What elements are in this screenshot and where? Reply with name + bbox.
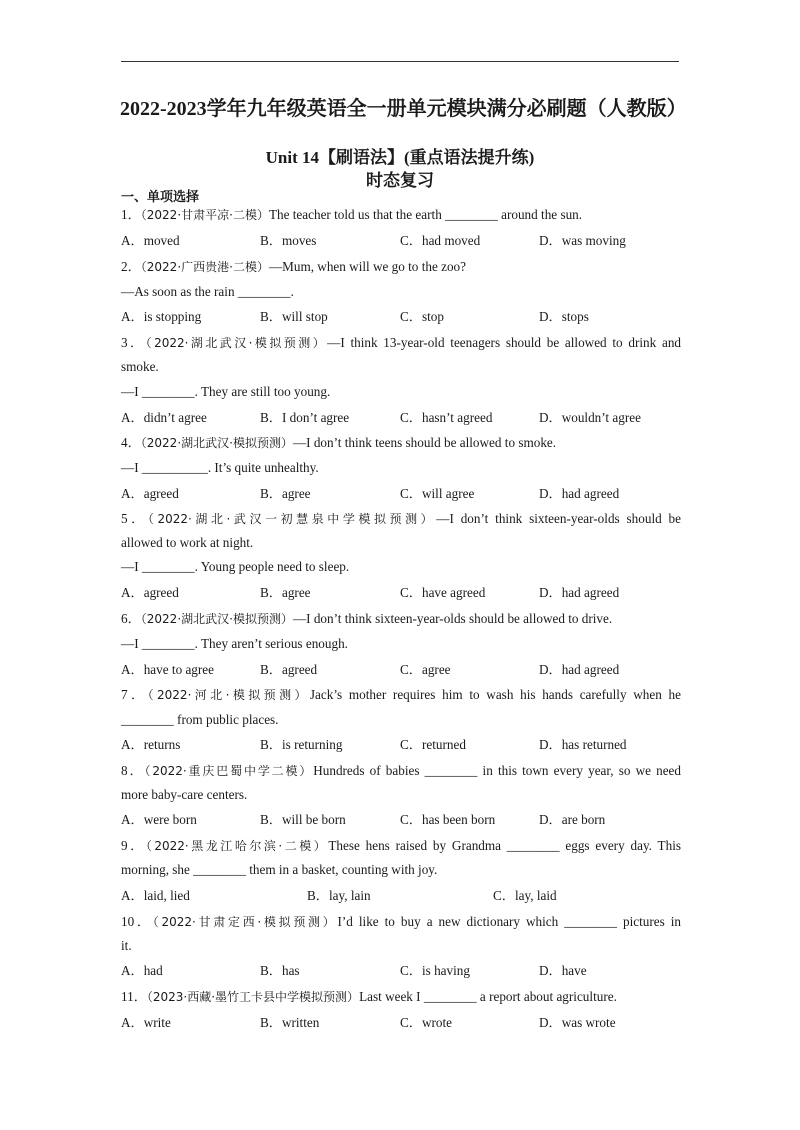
- answer-option[interactable]: D．had agreed: [539, 585, 620, 600]
- question-number: 5．: [121, 511, 148, 526]
- question-line: [121, 283, 681, 301]
- question-source: （2022·甘肃定西·模拟预测）: [152, 915, 338, 929]
- answer-option[interactable]: C．agree: [400, 662, 451, 677]
- option-row: [121, 584, 681, 602]
- answer-option[interactable]: C．stop: [400, 309, 444, 324]
- answer-option[interactable]: A．agreed: [121, 486, 179, 501]
- answer-option[interactable]: D．wouldn’t agree: [539, 410, 641, 425]
- option-row: [121, 308, 681, 326]
- question-source: （2022·湖北武汉·模拟预测）: [140, 436, 293, 450]
- answer-option[interactable]: D．was wrote: [539, 1015, 616, 1030]
- question-source: （2022·黑龙江哈尔滨·二模）: [145, 839, 329, 853]
- question-text: —I ________. They are still too young.: [121, 384, 331, 399]
- question-line: [121, 786, 681, 804]
- answer-option[interactable]: C．has been born: [400, 812, 496, 827]
- answer-option[interactable]: C．wrote: [400, 1015, 453, 1030]
- question-text: —I ________. Young people need to sleep.: [121, 559, 350, 574]
- question-number: 8．: [121, 763, 145, 778]
- answer-option[interactable]: B．agree: [260, 585, 311, 600]
- answer-option[interactable]: B．agree: [260, 486, 311, 501]
- question-source: （2022·重庆巴蜀中学二模）: [144, 764, 314, 778]
- question-line: [121, 711, 681, 729]
- option-row: [121, 485, 681, 503]
- answer-option[interactable]: A．were born: [121, 812, 197, 827]
- answer-option[interactable]: D．has returned: [539, 737, 627, 752]
- question-text: morning, she ________ them in a basket, counting with joy.: [121, 862, 438, 877]
- answer-option[interactable]: A．write: [121, 1015, 171, 1030]
- page-title: 2022-2023学年九年级英语全一册单元模块满分必刷题（人教版）: [120, 98, 687, 120]
- question-text: ________ from public places.: [121, 712, 279, 727]
- section-title: 一、单项选择: [121, 190, 200, 205]
- answer-option[interactable]: A．didn’t agree: [121, 410, 207, 425]
- option-row: [121, 811, 681, 829]
- question-number: 9．: [121, 838, 146, 853]
- question-text: These hens raised by Grandma ________ eggs every day. This: [328, 838, 681, 853]
- question-source: （2022·河北·模拟预测）: [147, 688, 310, 702]
- question-text: more baby-care centers.: [121, 787, 248, 802]
- answer-option[interactable]: D．was moving: [539, 233, 626, 248]
- question-number: 6．: [121, 611, 141, 626]
- option-row: [121, 661, 681, 679]
- question-source: （2022·湖北武汉·模拟预测）: [140, 612, 293, 626]
- question-line: [121, 635, 681, 653]
- option-row: [121, 409, 681, 427]
- question-stem: [121, 434, 681, 452]
- answer-option[interactable]: B．will be born: [260, 812, 346, 827]
- question-text: allowed to work at night.: [121, 535, 254, 550]
- option-row: [121, 232, 681, 250]
- question-stem: [121, 206, 681, 224]
- question-text: it.: [121, 938, 132, 953]
- question-number: 4．: [121, 435, 141, 450]
- question-text: The teacher told us that the earth ________ around the sun.: [268, 207, 583, 222]
- answer-option[interactable]: D．are born: [539, 812, 606, 827]
- question-number: 3．: [121, 335, 146, 350]
- answer-option[interactable]: B．moves: [260, 233, 317, 248]
- question-stem: [121, 258, 681, 276]
- question-number: 1．: [121, 207, 141, 222]
- answer-option[interactable]: C．returned: [400, 737, 466, 752]
- question-number: 11．: [121, 989, 147, 1004]
- answer-option[interactable]: C．is having: [400, 963, 470, 978]
- answer-option[interactable]: C．have agreed: [400, 585, 486, 600]
- answer-option[interactable]: B．agreed: [260, 662, 318, 677]
- question-stem: [121, 913, 681, 931]
- question-text: —I think 13-year-old teenagers should be allowed to drink and: [327, 335, 681, 350]
- question-line: [121, 459, 681, 477]
- question-stem: [121, 988, 681, 1006]
- question-line: [121, 534, 681, 552]
- question-source: （2023·西藏·墨竹工卡县中学模拟预测）: [146, 990, 360, 1004]
- answer-option[interactable]: C．lay, laid: [493, 888, 557, 903]
- answer-option[interactable]: D．have: [539, 963, 587, 978]
- answer-option[interactable]: B．I don’t agree: [260, 410, 350, 425]
- question-line: [121, 937, 681, 955]
- question-text: —I ________. They aren’t serious enough.: [121, 636, 348, 651]
- question-text: Jack’s mother requires him to wash his hands carefully when he: [309, 687, 681, 702]
- answer-option[interactable]: D．stops: [539, 309, 589, 324]
- question-stem: [121, 686, 681, 704]
- answer-option[interactable]: C．had moved: [400, 233, 481, 248]
- answer-option[interactable]: A．had: [121, 963, 163, 978]
- answer-option[interactable]: A．laid, lied: [121, 888, 190, 903]
- question-line: [121, 861, 681, 879]
- question-text: Last week I ________ a report about agriculture.: [359, 989, 617, 1004]
- topic-subtitle: 时态复习: [366, 171, 434, 190]
- question-text: —I __________. It’s quite unhealthy.: [121, 460, 319, 475]
- question-source: （2022·广西贵港·二模）: [140, 260, 269, 274]
- answer-option[interactable]: A．is stopping: [121, 309, 202, 324]
- question-stem: [121, 334, 681, 352]
- answer-option[interactable]: B．lay, lain: [307, 888, 371, 903]
- question-text: smoke.: [121, 359, 159, 374]
- question-text: Hundreds of babies ________ in this town every year, so we need: [313, 763, 681, 778]
- answer-option[interactable]: D．had agreed: [539, 486, 620, 501]
- question-number: 10．: [121, 914, 153, 929]
- question-source: （2022·湖北武汉·模拟预测）: [145, 336, 328, 350]
- option-row: [121, 736, 681, 754]
- question-text: —I don’t think sixteen-year-olds should be allowed to drive.: [292, 611, 613, 626]
- question-stem: [121, 510, 681, 528]
- question-text: —I don’t think teens should be allowed to smoke.: [292, 435, 557, 450]
- answer-option[interactable]: A．have to agree: [121, 662, 215, 677]
- answer-option[interactable]: B．is returning: [260, 737, 343, 752]
- answer-option[interactable]: A．agreed: [121, 585, 179, 600]
- option-row: [121, 962, 681, 980]
- option-row: [121, 1014, 681, 1032]
- question-line: [121, 558, 681, 576]
- question-source: （2022·甘肃平凉·二模）: [140, 208, 269, 222]
- question-text: —Mum, when will we go to the zoo?: [268, 259, 466, 274]
- answer-option[interactable]: C．hasn’t agreed: [400, 410, 493, 425]
- question-line: [121, 358, 681, 376]
- answer-option[interactable]: D．had agreed: [539, 662, 620, 677]
- unit-subtitle: Unit 14【刷语法】(重点语法提升练): [265, 148, 535, 167]
- question-stem: [121, 610, 681, 628]
- question-stem: [121, 762, 681, 780]
- question-line: [121, 383, 681, 401]
- answer-option[interactable]: B．will stop: [260, 309, 328, 324]
- question-text: I’d like to buy a new dictionary which ________ pictures in: [337, 914, 681, 929]
- question-text: —As soon as the rain ________.: [121, 284, 294, 299]
- answer-option[interactable]: B．written: [260, 1015, 320, 1030]
- answer-option[interactable]: A．returns: [121, 737, 181, 752]
- question-source: （2022·湖北·武汉一初慧泉中学模拟预测）: [147, 512, 437, 526]
- answer-option[interactable]: B．has: [260, 963, 300, 978]
- header-rule: [121, 61, 679, 62]
- question-number: 2．: [121, 259, 141, 274]
- option-row: [121, 887, 681, 905]
- question-number: 7．: [121, 687, 148, 702]
- question-text: —I don’t think sixteen-year-olds should be: [436, 511, 681, 526]
- question-stem: [121, 837, 681, 855]
- answer-option[interactable]: A．moved: [121, 233, 180, 248]
- answer-option[interactable]: C．will agree: [400, 486, 475, 501]
